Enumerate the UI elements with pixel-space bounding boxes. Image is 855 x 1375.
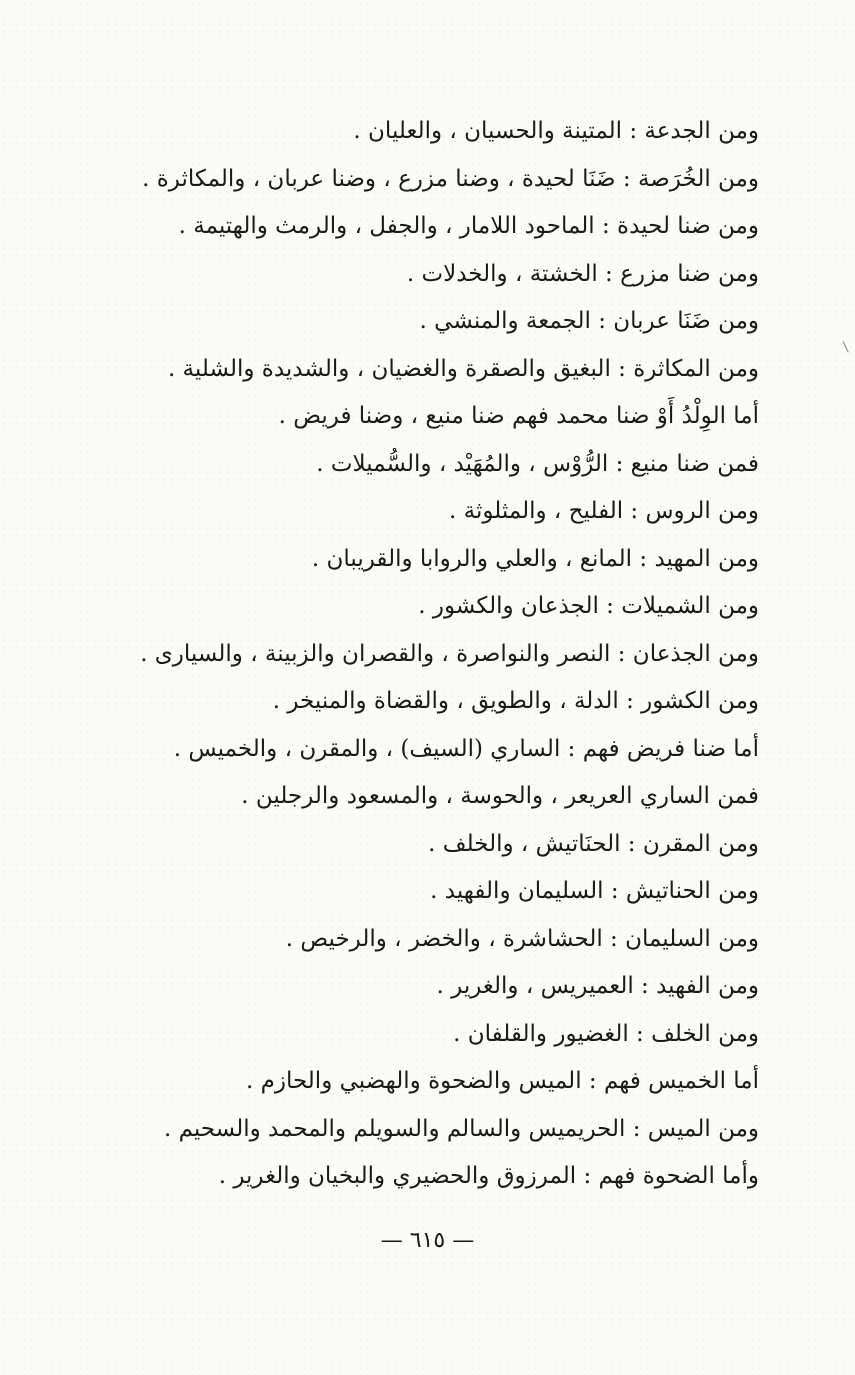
- text-line: ومن المهيد : المانع ، والعلي والروابا والقريبان .: [311, 545, 759, 572]
- text-line: ومن الجدعة : المتينة والحسيان ، والعليان .: [353, 118, 759, 144]
- text-line: ومن الخُرَصة : ضَنَا لحيدة ، وضنا مزرع ، وضنا عربان ، والمكاثرة .: [142, 165, 759, 192]
- text-line: أما الوِلْدُ أَوْ ضنا محمد فهم ضنا منيع ، وضنا فريض .: [278, 403, 759, 429]
- page-number: — ٦١٥ —: [380, 1228, 475, 1253]
- text-line: ومن الخلف : الغضيور والقلفان .: [453, 1020, 759, 1047]
- text-line: ومن الشميلات : الجذعان والكشور .: [418, 593, 759, 619]
- body-text: [79, 108, 759, 1201]
- text-line: ومن ضنا لحيدة : الماحود اللامار ، والجفل ، والرمث والهتيمة .: [178, 213, 759, 239]
- text-line: فمن ضنا منيع : الرُّوْس ، والمُهَيْد ، والسُّميلات .: [316, 450, 759, 477]
- scan-speck: [843, 340, 853, 353]
- text-line: ومن السليمان : الحشاشرة ، والخضر ، والرخيص .: [285, 925, 759, 952]
- text-line: ومن الجذعان : النصر والنواصرة ، والقصران والزبينة ، والسيارى .: [140, 640, 759, 667]
- text-line: أما الخميس فهم : الميس والضحوة والهضبي والحازم .: [245, 1068, 759, 1094]
- text-line: ومن المكاثرة : البغيق والصقرة والغضيان ، والشديدة والشلية .: [167, 355, 759, 382]
- text-line: ومن الحناتيش : السليمان والفهيد .: [430, 878, 759, 904]
- text-line: فمن الساري العريعر ، والحوسة ، والمسعود والرجلين .: [241, 783, 759, 809]
- text-line: ومن الفهيد : العميريس ، والغرير .: [436, 973, 759, 999]
- text-line: ومن ضنا مزرع : الخشتة ، والخدلات .: [406, 260, 759, 287]
- text-line: ومن المقرن : الحنَاتيش ، والخلف .: [428, 830, 759, 857]
- text-line: وأما الضحوة فهم : المرزوق والحضيري والبخيان والغرير .: [218, 1163, 759, 1189]
- text-line: ومن ضَنَا عربان : الجمعة والمنشي .: [419, 308, 759, 334]
- text-line: ومن الكشور : الدلة ، والطويق ، والقضاة والمنيخر .: [272, 688, 759, 714]
- text-line: ومن الميس : الحريميس والسالم والسويلم والمحمد والسحيم .: [163, 1115, 759, 1142]
- text-line: أما ضنا فريض فهم : الساري (السيف) ، والمقرن ، والخميس .: [173, 735, 759, 762]
- text-line: ومن الروس : الفليح ، والمثلوثة .: [449, 498, 759, 524]
